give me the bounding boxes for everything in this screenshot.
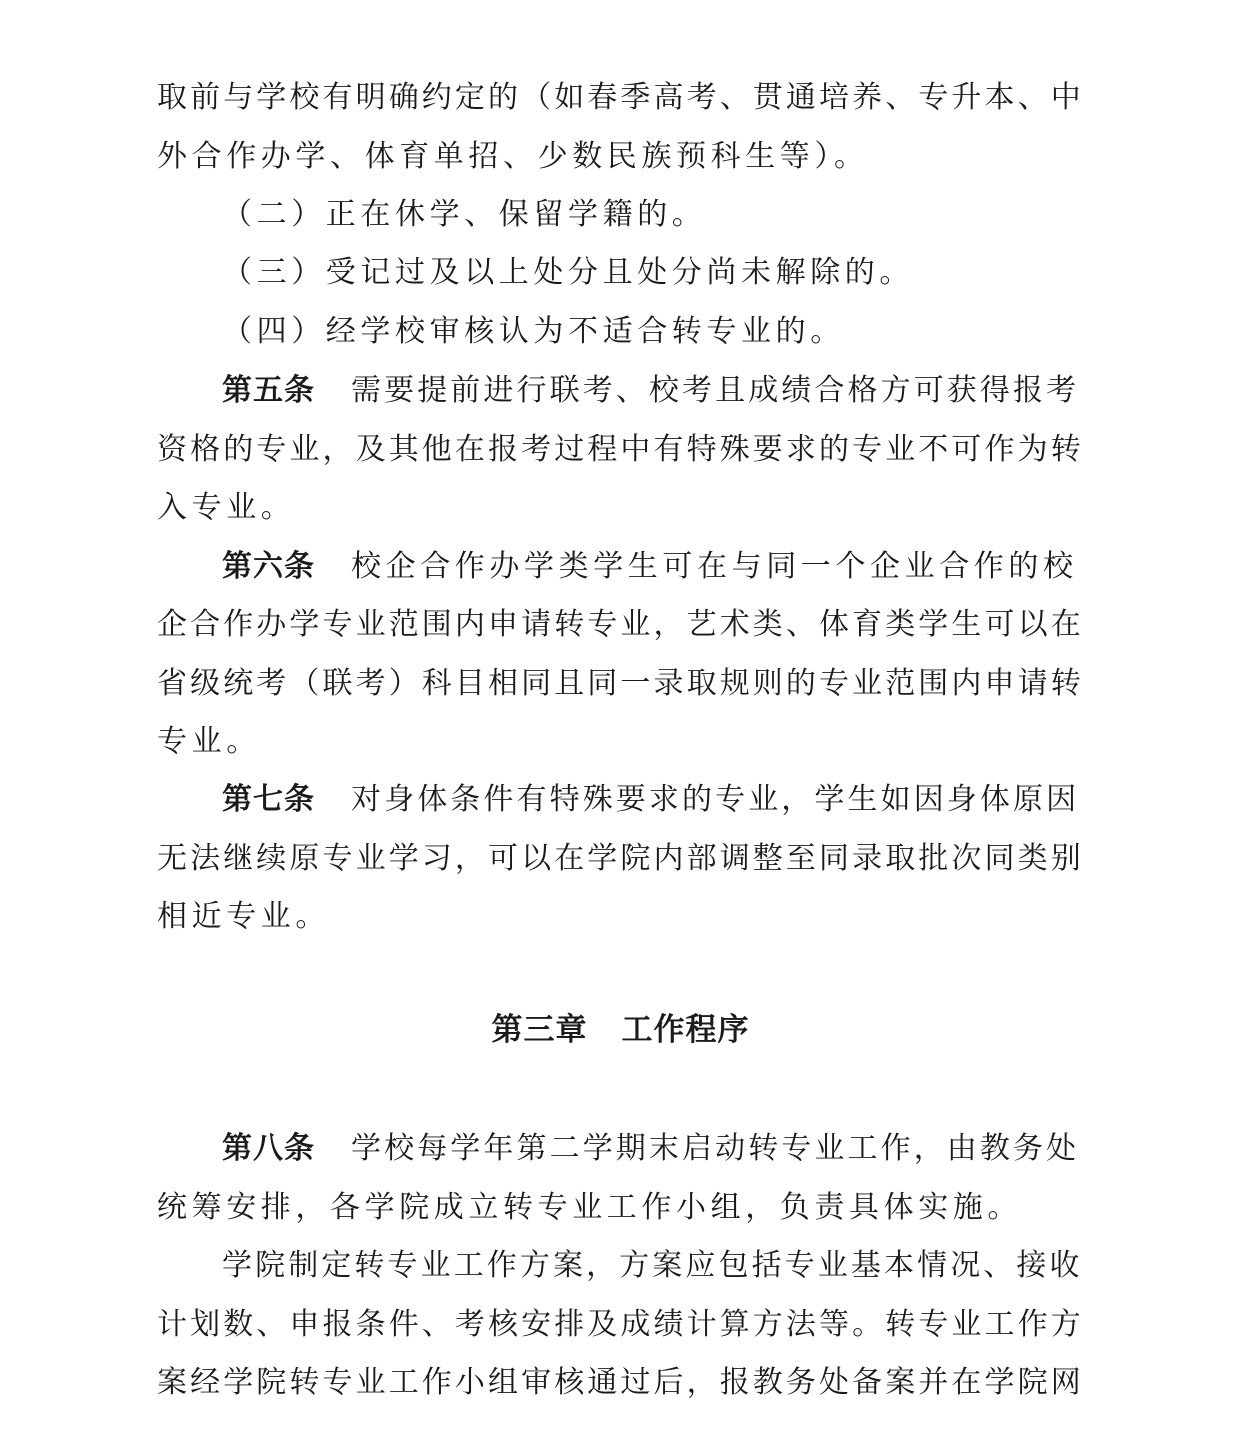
text-line: 取前与学校有明确约定的（如春季高考、贯通培养、专升本、中: [157, 80, 1084, 115]
article-5-label: 第五条: [222, 373, 315, 408]
list-item-4: （四）经学校审核认为不适合转专业的。: [222, 314, 845, 349]
chapter-heading: [0, 1000, 1241, 1060]
text-line: 计划数、申报条件、考核安排及成绩计算方法等。转专业工作方: [157, 1307, 1084, 1342]
text-line: 外合作办学、体育单招、少数民族预科生等）。: [157, 139, 869, 174]
article-8-text: 学校每学年第二学期末启动转专业工作，由教务处: [351, 1131, 1080, 1166]
text-line: 入专业。: [157, 490, 296, 525]
paragraph-line: 学院制定转专业工作方案，方案应包括专业基本情况、接收: [222, 1248, 1083, 1283]
chapter-number: 第三章: [491, 1012, 588, 1048]
text-line: 无法继续原专业学习，可以在学院内部调整至同录取批次同类别: [157, 841, 1084, 876]
article-6-line: [222, 537, 1078, 597]
text-line: 资格的专业，及其他在报考过程中有特殊要求的专业不可作为转: [157, 432, 1084, 467]
text-line: 企合作办学专业范围内申请转专业，艺术类、体育类学生可以在: [157, 607, 1084, 642]
text-line: 相近专业。: [157, 899, 330, 934]
text-line: 专业。: [157, 724, 261, 759]
text-line: 案经学院转专业工作小组审核通过后，报教务处备案并在学院网: [157, 1365, 1084, 1400]
article-5-text: 需要提前进行联考、校考且成绩合格方可获得报考: [351, 373, 1080, 408]
article-7-label: 第七条: [222, 782, 315, 817]
text-line: 统筹安排，各学院成立转专业工作小组，负责具体实施。: [157, 1190, 1022, 1225]
list-item-2: （二）正在休学、保留学籍的。: [222, 197, 707, 232]
article-8-label: 第八条: [222, 1131, 315, 1166]
list-item-3: （三）受记过及以上处分且处分尚未解除的。: [222, 255, 914, 290]
article-6-text: 校企合作办学类学生可在与同一个企业合作的校: [351, 549, 1078, 584]
article-8-line: [222, 1119, 1079, 1179]
article-5-line: [222, 361, 1079, 421]
article-6-label: 第六条: [222, 549, 315, 584]
text-line: 省级统考（联考）科目相同且同一录取规则的专业范围内申请转: [157, 666, 1084, 701]
article-7-line: [222, 770, 1079, 830]
chapter-title: 工作程序: [621, 1012, 750, 1048]
article-7-text: 对身体条件有特殊要求的专业，学生如因身体原因: [351, 782, 1080, 817]
